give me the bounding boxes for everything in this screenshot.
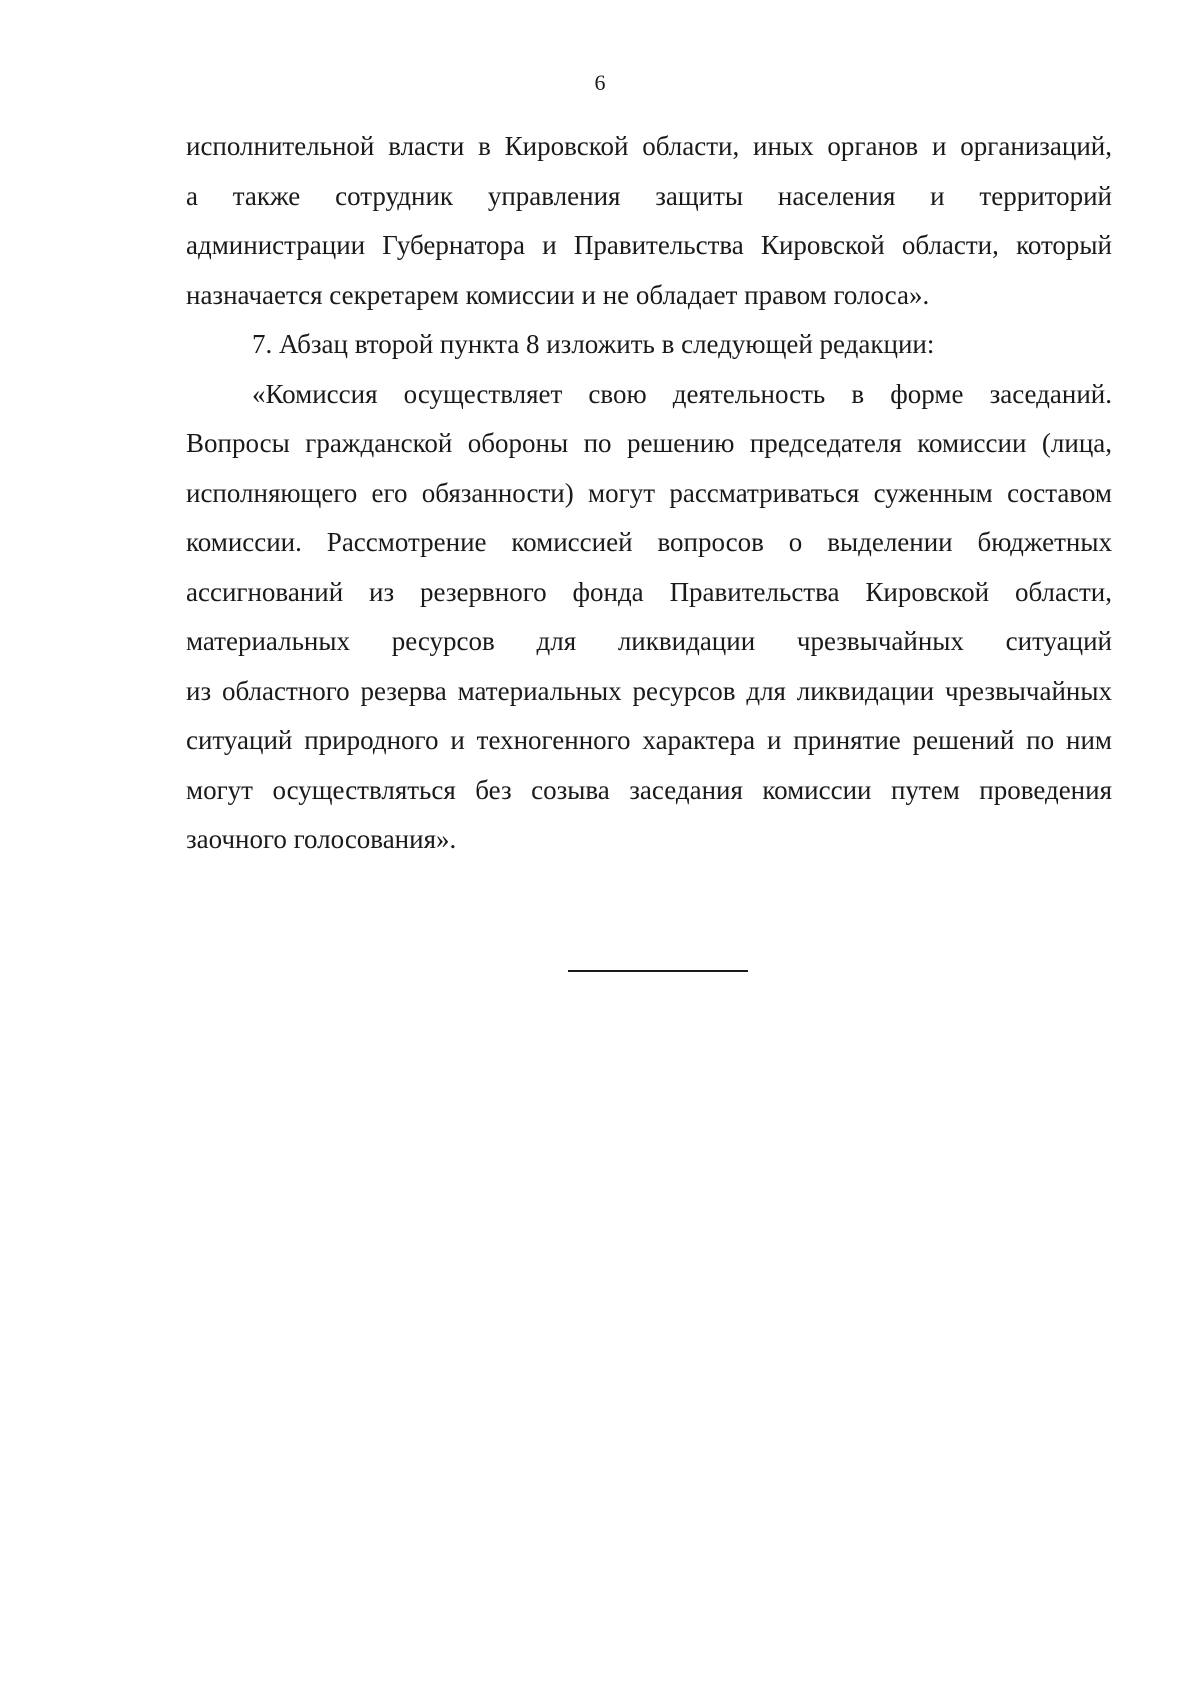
text-line: администрации Губернатора и Правительства Кировской области, который <box>186 230 1112 260</box>
text-line: исполнительной власти в Кировской области, иных органов и организаций, <box>186 131 1112 161</box>
text-line: Вопросы гражданской обороны по решению председателя комиссии (лица, <box>186 428 1112 458</box>
end-separator-line <box>568 970 748 972</box>
text-line: «Комиссия осуществляет свою деятельность в форме заседаний. <box>252 378 1112 409</box>
text-line: материальных ресурсов для ликвидации чрезвычайных ситуаций <box>186 626 1112 656</box>
document-body <box>186 122 1112 865</box>
text-line: из областного резерва материальных ресурсов для ликвидации чрезвычайных <box>186 675 1112 706</box>
text-line-item-7: 7. Абзац второй пункта 8 изложить в следующей редакции: <box>252 329 935 359</box>
text-line: назначается секретарем комиссии и не обладает правом голоса». <box>186 279 930 310</box>
text-line: а также сотрудник управления защиты населения и территорий <box>186 180 1112 211</box>
text-line: могут осуществляться без созыва заседания комиссии путем проведения <box>186 774 1112 805</box>
text-line: ассигнований из резервного фонда Правительства Кировской области, <box>186 576 1112 607</box>
text-line: ситуаций природного и техногенного характера и принятие решений по ним <box>186 725 1112 755</box>
text-line: заочного голосования». <box>186 824 457 854</box>
text-line: комиссии. Рассмотрение комиссией вопросов о выделении бюджетных <box>186 527 1112 557</box>
text-line: исполняющего его обязанности) могут рассматриваться суженным составом <box>186 477 1112 508</box>
page-number: 6 <box>594 70 606 95</box>
